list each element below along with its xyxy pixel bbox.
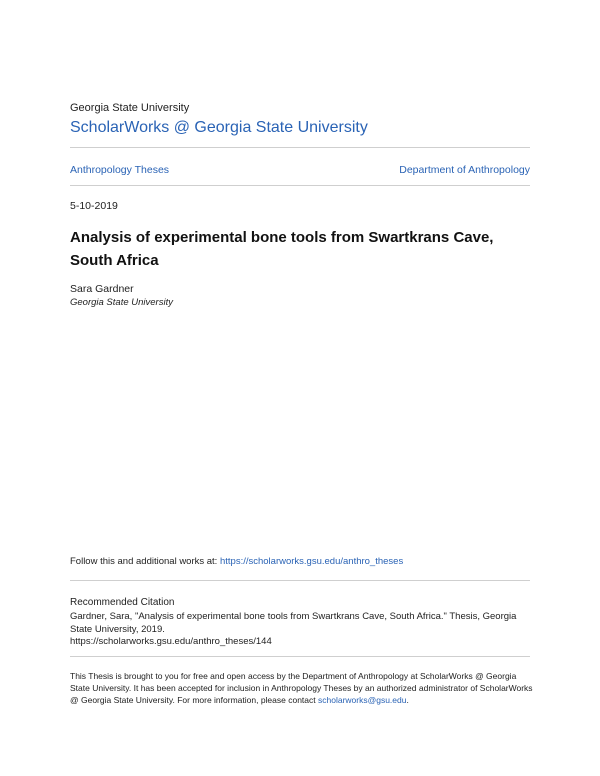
follow-prefix: Follow this and additional works at: [70, 556, 220, 567]
divider-top [70, 147, 530, 148]
citation-heading: Recommended Citation [70, 597, 175, 608]
divider-follow [70, 580, 530, 581]
university-name: Georgia State University [70, 102, 190, 114]
department-link[interactable]: Department of Anthropology [399, 164, 530, 176]
author-affiliation: Georgia State University [70, 297, 173, 308]
divider-nav [70, 185, 530, 186]
series-link[interactable]: Anthropology Theses [70, 164, 170, 176]
citation-text: Gardner, Sara, "Analysis of experimental bone tools from Swartkrans Cave, South Africa." Thesis, Georgia State University, 2019. [70, 611, 517, 635]
author-name: Sara Gardner [70, 283, 134, 295]
access-suffix: . [406, 695, 409, 705]
publication-date: 5-10-2019 [70, 200, 118, 212]
follow-line [70, 556, 403, 567]
repository-link[interactable]: ScholarWorks @ Georgia State University [70, 119, 368, 136]
citation-url[interactable]: https://scholarworks.gsu.edu/anthro_theses/144 [70, 636, 272, 647]
follow-link[interactable]: https://scholarworks.gsu.edu/anthro_theses [219, 556, 404, 567]
thesis-title: Analysis of experimental bone tools from Swartkrans Cave, South Africa [70, 229, 494, 269]
contact-email-link[interactable]: scholarworks@gsu.edu [318, 695, 407, 705]
access-text: This Thesis is brought to you for free and open access by the Department of Anthropology at ScholarWorks @ Georgia State University. It has been accepted for inclusion in Anthropology Theses by an authorized administrator of ScholarWorks @ Georgia State University. For more information, please contact [70, 671, 533, 705]
divider-citation [70, 656, 530, 657]
access-notice [70, 670, 538, 706]
